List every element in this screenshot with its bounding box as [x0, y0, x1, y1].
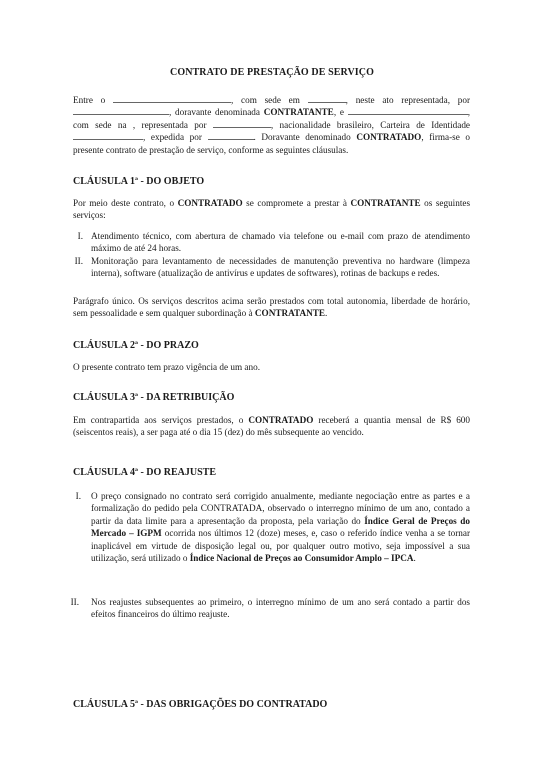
- clause-text: os seguintes serviços:: [73, 198, 471, 221]
- list-number: II.: [70, 597, 79, 607]
- clause-1-paragraph: [73, 197, 470, 222]
- clause-3-paragraph: [73, 414, 470, 439]
- list-text: O preço consignado no contrato será corrigido anualmente, mediante negociação entre as partes e a formalização do pedido pela CONTRATADA, observado o interregno mínimo de um ano, contado a partir da data limite para a apresentação da proposta, pela variação do: [91, 491, 470, 526]
- contratante-term: CONTRATANTE: [263, 107, 334, 118]
- intro-text: , nacionalidade brasileiro, Carteira de Identidade: [270, 119, 471, 130]
- index-name: Índice Geral de Preços do Mercado – IGPM: [91, 515, 470, 539]
- list-text: Nos reajustes subsequentes ao primeiro, o interregno mínimo de um ano será contado a partir dos efeitos financeiros do último reajuste.: [91, 597, 470, 620]
- list-number: I.: [75, 491, 81, 501]
- clause-1-paragraph-unico: [73, 295, 470, 320]
- clause-text: Por meio deste contrato, o: [73, 198, 175, 208]
- intro-text: , firma-se o presente contrato de prestação de serviço, conforme as seguintes cláusulas.: [73, 132, 471, 155]
- blank-field: [308, 94, 346, 103]
- contratante-term: CONTRATANTE: [254, 308, 326, 319]
- list-item: [70, 596, 470, 621]
- intro-text: , com sede em: [231, 95, 300, 105]
- list-text: .: [413, 553, 416, 564]
- contratante-term: CONTRATANTE: [350, 198, 421, 208]
- index-name: Índice Nacional de Preços ao Consumidor Amplo – IPCA: [189, 553, 414, 564]
- clause-4-list-continued: [70, 596, 470, 621]
- clause-4-heading: CLÁUSULA 4ª - DO REAJUSTE: [73, 467, 217, 478]
- clause-4-list: [73, 490, 470, 564]
- clause-5-heading: CLÁUSULA 5ª - DAS OBRIGAÇÕES DO CONTRATADO: [73, 699, 328, 710]
- list-item: [73, 230, 470, 255]
- clause-text: .: [325, 308, 328, 319]
- blank-field: [208, 131, 254, 140]
- blank-field: [348, 106, 468, 115]
- clause-1-list: [73, 230, 470, 280]
- contratado-term: CONTRATADO: [356, 132, 422, 143]
- list-number: II.: [74, 255, 83, 266]
- intro-text: , neste ato representada, por: [345, 95, 470, 105]
- list-item: [73, 255, 470, 280]
- document-title: CONTRATO DE PRESTAÇÃO DE SERVIÇO: [170, 67, 374, 78]
- clause-text: Em contrapartida aos serviços prestados, o: [73, 415, 244, 425]
- blank-field: [73, 106, 169, 115]
- contratado-term: CONTRATADO: [177, 198, 243, 208]
- clause-3-heading: CLÁUSULA 3ª - DA RETRIBUIÇÃO: [73, 392, 235, 403]
- clause-text: receberá a quantia mensal de R$ 600 (seiscentos reais), a ser paga até o dia 15 (dez) do mês subsequente ao vencido.: [73, 415, 470, 438]
- blank-field: [113, 94, 231, 103]
- intro-text: , expedida por: [143, 132, 202, 143]
- blank-field: [73, 131, 143, 140]
- intro-text: , com sede na , representada por: [73, 107, 471, 130]
- clause-2-paragraph: O presente contrato tem prazo vigência de um ano.: [73, 362, 260, 372]
- list-text: Atendimento técnico, com abertura de chamado via telefone ou e-mail com prazo de atendimento máximo de até 24 horas.: [91, 231, 470, 254]
- clause-1-heading: CLÁUSULA 1ª - DO OBJETO: [73, 176, 205, 187]
- intro-paragraph: [73, 94, 470, 156]
- list-item: [73, 490, 470, 564]
- clause-text: Parágrafo único. Os serviços descritos acima serão prestados com total autonomia, liberdade de horário, sem pessoalidade e sem qualquer subordinação à: [73, 296, 470, 319]
- intro-text: Entre o: [73, 95, 106, 105]
- intro-text: . Doravante denominado: [253, 132, 351, 143]
- list-text: ocorrida nos últimos 12 (doze) meses, e, caso o referido índice venha a se tornar inaplicável em virtude de disposição legal ou, por qualquer outro motivo, seja impossível a sua utilização, será utilizado o: [91, 528, 471, 564]
- clause-text: se compromete a prestar à: [246, 198, 347, 208]
- list-number: I.: [77, 231, 83, 241]
- list-text: Monitoração para levantamento de necessidades de manutenção preventiva no hardware (limpeza interna), software (atualização de antivírus e updates de softwares), rotinas de backups e redes.: [91, 255, 470, 279]
- intro-text: , e: [333, 107, 344, 118]
- contratado-term: CONTRATADO: [248, 415, 314, 425]
- blank-field: [213, 119, 271, 128]
- clause-2-heading: CLÁUSULA 2ª - DO PRAZO: [73, 340, 199, 351]
- intro-text: , doravante denominada: [169, 107, 260, 118]
